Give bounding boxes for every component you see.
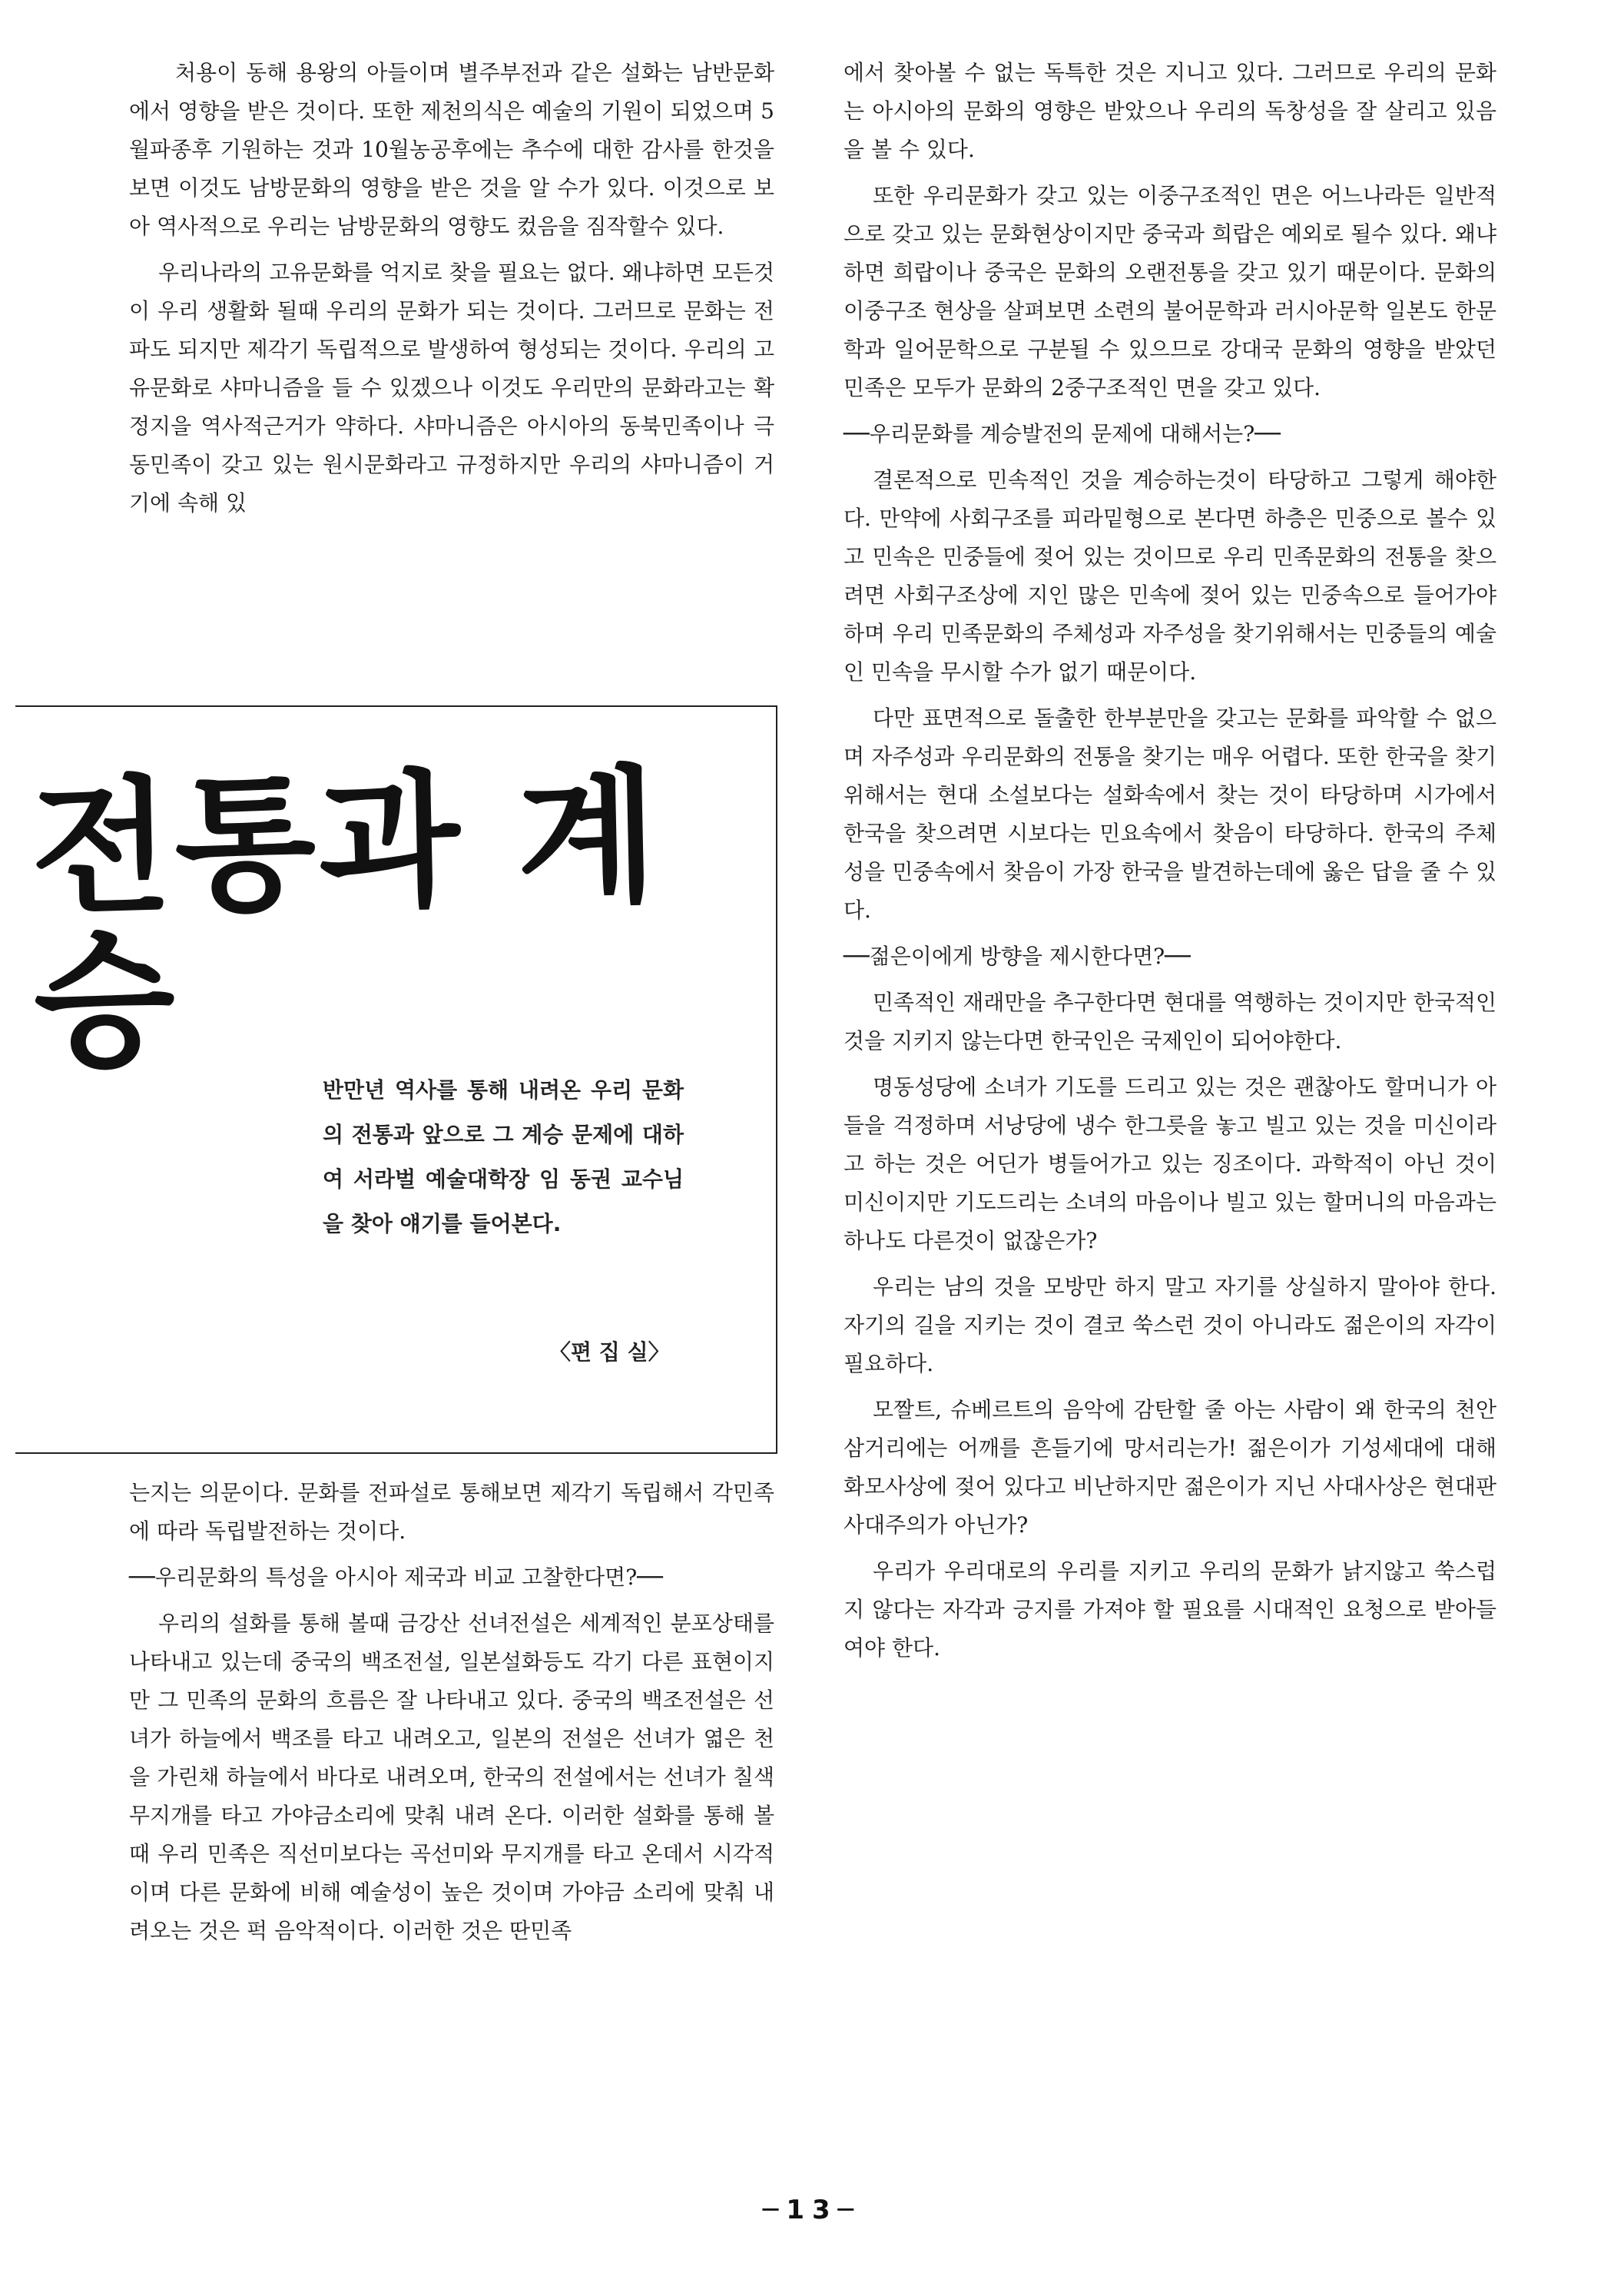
paragraph: 우리는 남의 것을 모방만 하지 말고 자기를 상실하지 말아야 한다. 자기의 길을 지키는 것이 결코 쑥스런 것이 아니라도 젊은이의 자각이 필요하다. bbox=[843, 1274, 1496, 1376]
paragraph: 결론적으로 민속적인 것을 계승하는것이 타당하고 그렇게 해야한다. 만약에 사회구조를 피라밑형으로 본다면 하층은 민중으로 볼수 있고 민속은 민중들에 젖어 있는 것이므로 우리 민족문화의 전통을 찾으려면 사회구조상에 지인 많은 민속에 젖어 있는 민중속으로 들어가야하며 우리 민족문화의 주체성과 자주성을 찾기위해서는 민중들의 예술인 민속을 무시할 수가 없기 때문이다. bbox=[843, 467, 1496, 685]
interview-question: ──젊은이에게 방향을 제시한다면?── bbox=[843, 944, 1191, 969]
interview-question: ──우리문화의 특성을 아시아 제국과 비교 고찰한다면?── bbox=[129, 1565, 663, 1590]
right-column bbox=[843, 54, 1496, 1675]
editorial-credit: 〈편 집 실〉 bbox=[549, 1339, 670, 1365]
article-title: 전통과 계승 bbox=[28, 749, 663, 1088]
title-box bbox=[15, 705, 777, 1454]
article-intro: 반만년 역사를 통해 내려온 우리 문화의 전통과 앞으로 그 계승 문제에 대하여 서라벌 예술대학장 임 동권 교수님을 찾아 얘기를 들어본다. bbox=[323, 1077, 684, 1236]
page-number: ─13─ bbox=[762, 2195, 862, 2225]
paragraph: 우리의 설화를 통해 볼때 금강산 선녀전설은 세계적인 분포상태를 나타내고 있는데 중국의 백조전설, 일본설화등도 각기 다른 표현이지만 그 민족의 문화의 흐름은 잘 나타내고 있다. 중국의 백조전설은 선녀가 하늘에서 백조를 타고 내려오고, 일본의 전설은 선녀가 엷은 천을 가린채 하늘에서 바다로 내려오며, 한국의 전설에서는 선녀가 칠색무지개를 타고 가야금소리에 맞춰 내려 온다. 이러한 설화를 통해 볼때 우리 민족은 직선미보다는 곡선미와 무지개를 타고 온데서 시각적이며 다른 문화에 비해 예술성이 높은 것이며 가야금 소리에 맞춰 내려오는 것은 퍽 음악적이다. 이러한 것은 딴민족 bbox=[129, 1611, 774, 1943]
interview-question: ──우리문화를 계승발전의 문제에 대해서는?── bbox=[843, 421, 1281, 446]
paragraph: 모짤트, 슈베르트의 음악에 감탄할 줄 아는 사람이 왜 한국의 천안삼거리에는 어깨를 흔들기에 망서리는가! 젊은이가 기성세대에 대해 화모사상에 젖어 있다고 비난하지만 젊은이가 지닌 사대사상은 현대판 사대주의가 아닌가? bbox=[843, 1397, 1496, 1538]
paragraph: 에서 찾아볼 수 없는 독특한 것은 지니고 있다. 그러므로 우리의 문화는 아시아의 문화의 영향은 받았으나 우리의 독창성을 잘 살리고 있음을 볼 수 있다. bbox=[843, 60, 1496, 162]
paragraph: 우리가 우리대로의 우리를 지키고 우리의 문화가 낡지않고 쑥스럽지 않다는 자각과 긍지를 가져야 할 필요를 시대적인 요청으로 받아들여야 한다. bbox=[843, 1558, 1496, 1661]
paragraph: 다만 표면적으로 돌출한 한부분만을 갖고는 문화를 파악할 수 없으며 자주성과 우리문화의 전통을 찾기는 매우 어렵다. 또한 한국을 찾기 위해서는 현대 소설보다는 설화속에서 찾는 것이 타당하며 시가에서 한국을 찾으려면 시보다는 민요속에서 찾음이 타당하다. 한국의 주체성을 민중속에서 찾음이 가장 한국을 발견하는데에 옳은 답을 줄 수 있다. bbox=[843, 705, 1496, 923]
paragraph: 처용이 동해 용왕의 아들이며 별주부전과 같은 설화는 남반문화에서 영향을 받은 것이다. 또한 제천의식은 예술의 기원이 되었으며 5월파종후 기원하는 것과 10월농공후에는 추수에 대한 감사를 한것을 보면 이것도 남방문화의 영향을 받은 것을 알 수가 있다. 이것으로 보아 역사적으로 우리는 남방문화의 영향도 컸음을 짐작할수 있다. bbox=[129, 60, 774, 239]
paragraph: 민족적인 재래만을 추구한다면 현대를 역행하는 것이지만 한국적인 것을 지키지 않는다면 한국인은 국제인이 되어야한다. bbox=[843, 990, 1496, 1054]
left-column-top bbox=[129, 54, 774, 530]
left-column-bottom bbox=[129, 1474, 774, 1958]
paragraph: 또한 우리문화가 갖고 있는 이중구조적인 면은 어느나라든 일반적으로 갖고 있는 문화현상이지만 중국과 희랍은 예외로 될수 있다. 왜냐하면 희랍이나 중국은 문화의 오랜전통을 갖고 있기 때문이다. 문화의 이중구조 현상을 살펴보면 소련의 불어문학과 러시아문학 일본도 한문학과 일어문학으로 구분될 수 있으므로 강대국 문화의 영향을 받았던 민족은 모두가 문화의 2중구조적인 면을 갖고 있다. bbox=[843, 183, 1496, 400]
paragraph: 명동성당에 소녀가 기도를 드리고 있는 것은 괜찮아도 할머니가 아들을 걱정하며 서낭당에 냉수 한그릇을 놓고 빌고 있는 것을 미신이라고 하는 것은 어딘가 병들어가고 있는 징조이다. 과학적이 아닌 것이 미신이지만 기도드리는 소녀의 마음이나 빌고 있는 할머니의 마음과는 하나도 다른것이 없잖은가? bbox=[843, 1074, 1496, 1253]
paragraph: 우리나라의 고유문화를 억지로 찾을 필요는 없다. 왜냐하면 모든것이 우리 생활화 될때 우리의 문화가 되는 것이다. 그러므로 문화는 전파도 되지만 제각기 독립적으로 발생하여 형성되는 것이다. 우리의 고유문화로 샤마니즘을 들 수 있겠으나 이것도 우리만의 문화라고는 확정지을 역사적근거가 약하다. 샤마니즘은 아시아의 동북민족이나 극동민족이 갖고 있는 원시문화라고 규정하지만 우리의 샤마니즘이 거기에 속해 있 bbox=[129, 260, 774, 516]
paragraph: 는지는 의문이다. 문화를 전파설로 통해보면 제각기 독립해서 각민족에 따라 독립발전하는 것이다. bbox=[129, 1480, 774, 1544]
